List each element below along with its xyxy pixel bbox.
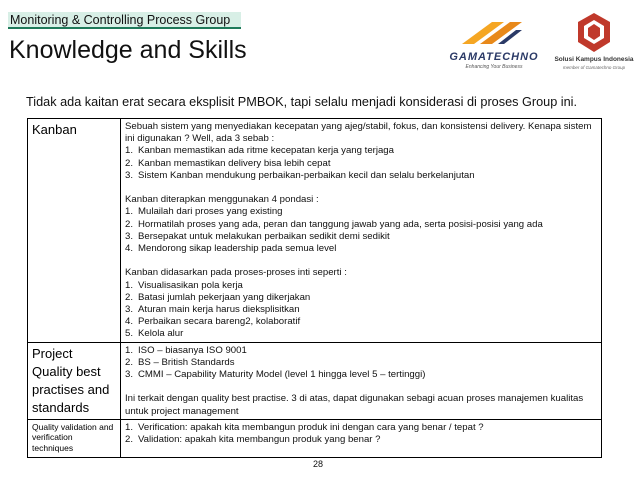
list-item: 2. Kanban memastikan delivery bisa lebih cepat — [125, 157, 331, 169]
list-item: 1. Kanban memastikan ada ritme kecepatan kerja yang terjaga — [125, 145, 394, 157]
ska-name: Solusi Kampus Indonesia — [554, 56, 634, 63]
page-number: 28 — [312, 459, 323, 469]
intro-text: Tidak ada kaitan erat secara eksplisit PMBOK, tapi selalu menjadi konsiderasi di proses Group ini. — [26, 95, 577, 109]
ska-tagline: member of Gamatechno Group — [562, 65, 626, 70]
description-cell — [121, 119, 602, 343]
list-item: 3. Aturan main kerja harus dieksplisitkan — [125, 304, 300, 316]
list-item: 1. Mulailah dari proses yang existing — [125, 206, 283, 218]
list-item: 2. Batasi jumlah pekerjaan yang dikerjakan — [125, 291, 311, 303]
kanban-intro: Sebuah sistem yang menyediakan kecepatan yang ajeg/stabil, fokus, dan konsistensi delivery. Kenapa sistem ini digunakan ? Well, ada 3 sebab : — [125, 121, 592, 145]
list-item: 4. Perbaikan secara bareng2, kolaboratif — [125, 316, 301, 328]
list-item: 5. Kelola alur — [125, 328, 184, 340]
gamatechno-tagline: Enhancing Your Business — [465, 64, 523, 70]
quality-standards-list — [125, 345, 597, 382]
gamatechno-name: GAMATECHNO — [449, 51, 539, 63]
topic-cell: Project Quality best practises and standards — [28, 342, 121, 419]
list-item: 3. Sistem Kanban mendukung perbaikan-perbaikan kecil dan selalu berkelanjutan — [125, 169, 475, 181]
ska-logo — [554, 12, 634, 76]
topic-cell: Quality validation and verification techniques — [28, 419, 121, 457]
list-item: 2. BS – British Standards — [125, 356, 235, 368]
kanban-reasons-list — [125, 145, 597, 182]
ska-hexagon-icon — [576, 12, 612, 54]
topic-cell: Kanban — [28, 119, 121, 343]
quality-note: Ini terkait dengan quality best practise. 3 di atas, dapat digunakan sebagi acuan proses manajemen kualitas untuk project management — [125, 393, 584, 417]
list-item: 3. CMMI – Capability Maturity Model (level 1 hingga level 5 – tertinggi) — [125, 369, 426, 381]
table-row — [28, 342, 602, 419]
table-row — [28, 119, 602, 343]
list-item: 3. Bersepakat untuk melakukan perbaikan sedikit demi sedikit — [125, 230, 390, 242]
list-item: 2. Hormatilah proses yang ada, peran dan tanggung jawab yang ada, serta posisi-posisi yang ada — [125, 218, 543, 230]
page-title: Knowledge and Skills — [9, 36, 247, 64]
kanban-core-list — [125, 280, 597, 341]
knowledge-skills-table — [27, 118, 602, 458]
validation-list — [125, 422, 597, 446]
kanban-foundations-heading: Kanban diterapkan menggunakan 4 pondasi : — [125, 194, 319, 206]
list-item: 2. Validation: apakah kita membangun produk yang benar ? — [125, 434, 381, 446]
list-item: 1. Visualisasikan pola kerja — [125, 279, 243, 291]
description-cell — [121, 419, 602, 457]
gamatechno-logo — [438, 14, 548, 72]
table-row — [28, 419, 602, 457]
list-item: 4. Mendorong sikap leadership pada semua level — [125, 243, 337, 255]
gamatechno-mark-icon — [458, 14, 528, 50]
process-group-tag: Monitoring & Controlling Process Group — [8, 12, 241, 29]
list-item: 1. Verification: apakah kita membangun produk ini dengan cara yang benar / tepat ? — [125, 421, 484, 433]
kanban-foundations-list — [125, 206, 597, 255]
list-item: 1. ISO – biasanya ISO 9001 — [125, 344, 247, 356]
kanban-core-heading: Kanban didasarkan pada proses-proses inti seperti : — [125, 267, 347, 279]
description-cell — [121, 342, 602, 419]
